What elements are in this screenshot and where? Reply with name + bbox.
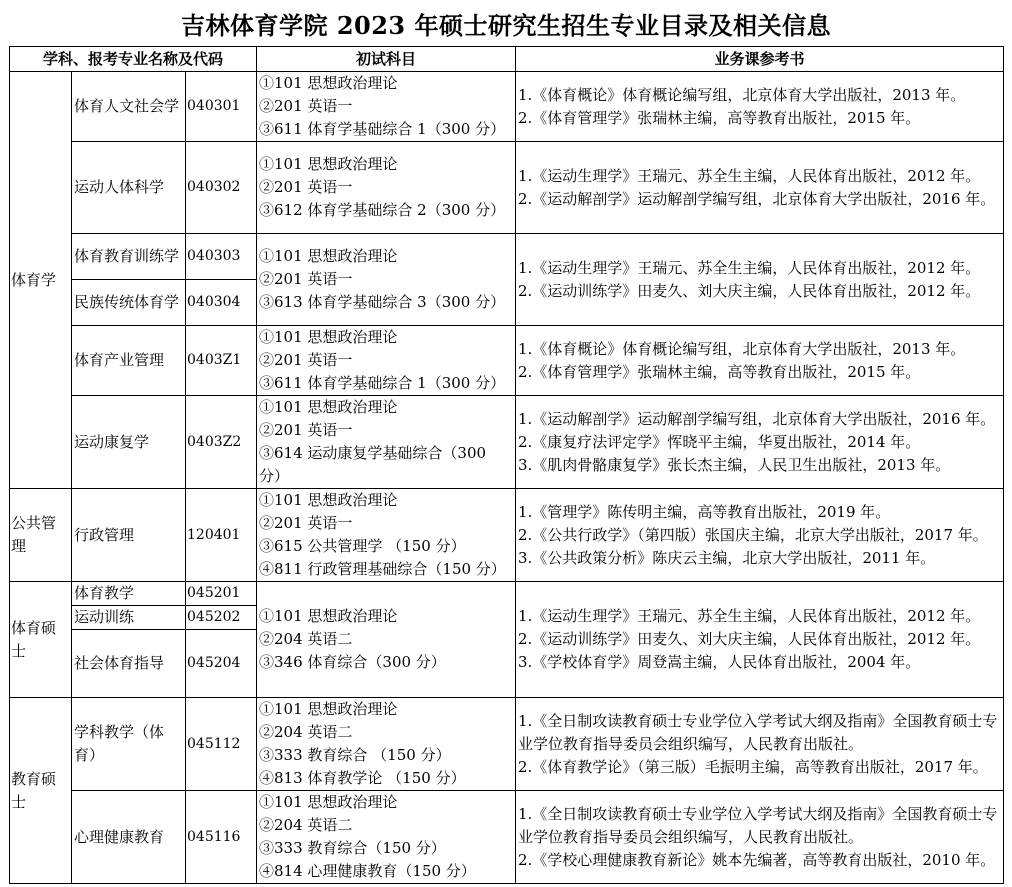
table-row [10,142,1004,234]
exam-subjects [257,326,516,396]
exam-item: ③333 教育综合 （150 分） [259,746,451,764]
exam-item: ①101 思想政治理论 [259,74,398,92]
major-name: 运动训练 [72,606,186,630]
exam-item: ①101 思想政治理论 [259,247,398,265]
exam-item: ③612 体育学基础综合 2（300 分） [259,201,506,219]
major-name: 民族传统体育学 [72,280,186,326]
book-item: 2.《公共行政学》（第四版）张国庆主编，北京大学出版社，2017 年。 [518,525,988,544]
table-row [10,791,1004,884]
admissions-table [9,46,1004,884]
book-item: 2.《运动解剖学》运动解剖学编写组，北京体育大学出版社，2016 年。 [518,189,996,208]
major-name: 行政管理 [72,489,186,582]
exam-item: ②204 英语二 [259,630,353,648]
major-code: 120401 [186,489,257,582]
discipline-cell: 公共管理 [10,489,72,582]
reference-books [516,326,1004,396]
major-name: 体育教育训练学 [72,234,186,280]
major-code: 040302 [186,142,257,234]
exam-item: ③613 体育学基础综合 3（300 分） [259,293,506,311]
book-item: 1.《全日制攻读教育硕士专业学位入学考试大纲及指南》全国教育硕士专业学位教育指导委员会组织编写，人民教育出版社。 [518,804,998,846]
exam-item: ①101 思想政治理论 [259,398,398,416]
reference-books [516,142,1004,234]
major-name: 社会体育指导 [72,630,186,698]
exam-item: ③333 教育综合（150 分） [259,839,446,857]
major-code: 045201 [186,582,257,606]
discipline-cell: 教育硕士 [10,698,72,884]
exam-item: ③614 运动康复学基础综合（300 分） [259,444,487,485]
table-row [10,582,1004,606]
exam-subjects [257,582,516,698]
book-item: 1.《运动生理学》王瑞元、苏全生主编，人民体育出版社，2012 年。 [518,258,981,277]
major-name: 体育人文社会学 [72,72,186,142]
exam-item: ③611 体育学基础综合 1（300 分） [259,120,506,138]
exam-item: ④814 心理健康教育（150 分） [259,862,476,880]
header-books: 业务课参考书 [516,47,1004,72]
exam-subjects [257,234,516,326]
reference-books [516,582,1004,698]
exam-subjects [257,142,516,234]
exam-item: ③611 体育学基础综合 1（300 分） [259,374,506,392]
book-item: 1.《运动生理学》王瑞元、苏全生主编，人民体育出版社，2012 年。 [518,607,981,625]
table-row [10,489,1004,582]
book-item: 2.《康复疗法评定学》恽晓平主编，华夏出版社，2014 年。 [518,432,921,451]
reference-books [516,698,1004,791]
exam-item: ②204 英语二 [259,816,353,834]
exam-item: ①101 思想政治理论 [259,607,398,625]
major-code: 045204 [186,630,257,698]
exam-item: ①101 思想政治理论 [259,491,398,509]
exam-subjects [257,489,516,582]
major-name: 心理健康教育 [72,791,186,884]
exam-item: ②204 英语二 [259,723,353,741]
exam-item: ②201 英语一 [259,514,353,532]
reference-books [516,234,1004,326]
exam-subjects [257,396,516,489]
exam-item: ②201 英语一 [259,270,353,288]
exam-item: ②201 英语一 [259,421,353,439]
table-row [10,72,1004,142]
table-row [10,698,1004,791]
header-major: 学科、报考专业名称及代码 [10,47,257,72]
discipline-cell: 体育硕士 [10,582,72,698]
book-item: 3.《学校体育学》周登嵩主编，人民体育出版社，2004 年。 [518,653,921,671]
exam-item: ②201 英语一 [259,178,353,196]
exam-item: ①101 思想政治理论 [259,700,398,718]
exam-item: ④813 体育教学论 （150 分） [259,769,466,787]
book-item: 1.《运动解剖学》运动解剖学编写组，北京体育大学出版社，2016 年。 [518,409,996,428]
reference-books [516,396,1004,489]
book-item: 1.《体育概论》体育概论编写组，北京体育大学出版社，2013 年。 [518,85,966,104]
major-name: 运动人体科学 [72,142,186,234]
header-exam: 初试科目 [257,47,516,72]
book-item: 2.《运动训练学》田麦久、刘大庆主编，人民体育出版社，2012 年。 [518,281,981,300]
exam-item: ①101 思想政治理论 [259,328,398,346]
exam-item: ①101 思想政治理论 [259,793,398,811]
book-item: 1.《运动生理学》王瑞元、苏全生主编，人民体育出版社，2012 年。 [518,166,981,185]
discipline-cell: 体育学 [10,72,72,489]
reference-books [516,489,1004,582]
major-name: 运动康复学 [72,396,186,489]
book-item: 1.《体育概论》体育概论编写组，北京体育大学出版社，2013 年。 [518,339,966,358]
major-code: 045116 [186,791,257,884]
table-row [10,326,1004,396]
major-code: 045202 [186,606,257,630]
major-code: 040301 [186,72,257,142]
book-item: 2.《运动训练学》田麦久、刘大庆主编，人民体育出版社，2012 年。 [518,630,981,648]
major-code: 0403Z1 [186,326,257,396]
major-code: 0403Z2 [186,396,257,489]
book-item: 2.《体育教学论》（第三版）毛振明主编，高等教育出版社，2017 年。 [518,757,988,776]
book-item: 2.《学校心理健康教育新论》姚本先编著，高等教育出版社，2010 年。 [518,850,996,869]
header-row [10,47,1004,72]
exam-item: ②201 英语一 [259,97,353,115]
reference-books [516,791,1004,884]
major-name: 体育教学 [72,582,186,606]
exam-item: ④811 行政管理基础综合（150 分） [259,560,506,578]
exam-subjects [257,72,516,142]
page-title: 吉林体育学院 2023 年硕士研究生招生专业目录及相关信息 [180,11,831,40]
exam-item: ③615 公共管理学 （150 分） [259,537,466,555]
book-item: 1.《全日制攻读教育硕士专业学位入学考试大纲及指南》全国教育硕士专业学位教育指导委员会组织编写，人民教育出版社。 [518,711,998,753]
table-row [10,396,1004,489]
book-item: 2.《体育管理学》张瑞林主编，高等教育出版社，2015 年。 [518,362,921,381]
book-item: 3.《公共政策分析》陈庆云主编，北京大学出版社，2011 年。 [518,548,936,567]
table-row [10,234,1004,280]
major-code: 040303 [186,234,257,280]
exam-subjects [257,698,516,791]
book-item: 3.《肌肉骨骼康复学》张长杰主编，人民卫生出版社，2013 年。 [518,455,951,474]
exam-subjects [257,791,516,884]
reference-books [516,72,1004,142]
exam-item: ①101 思想政治理论 [259,155,398,173]
major-code: 040304 [186,280,257,326]
exam-item: ②201 英语一 [259,351,353,369]
exam-item: ③346 体育综合（300 分） [259,653,446,671]
major-name: 体育产业管理 [72,326,186,396]
major-code: 045112 [186,698,257,791]
major-name: 学科教学（体育） [72,698,186,791]
book-item: 2.《体育管理学》张瑞林主编，高等教育出版社，2015 年。 [518,108,921,127]
book-item: 1.《管理学》陈传明主编，高等教育出版社，2019 年。 [518,502,891,521]
